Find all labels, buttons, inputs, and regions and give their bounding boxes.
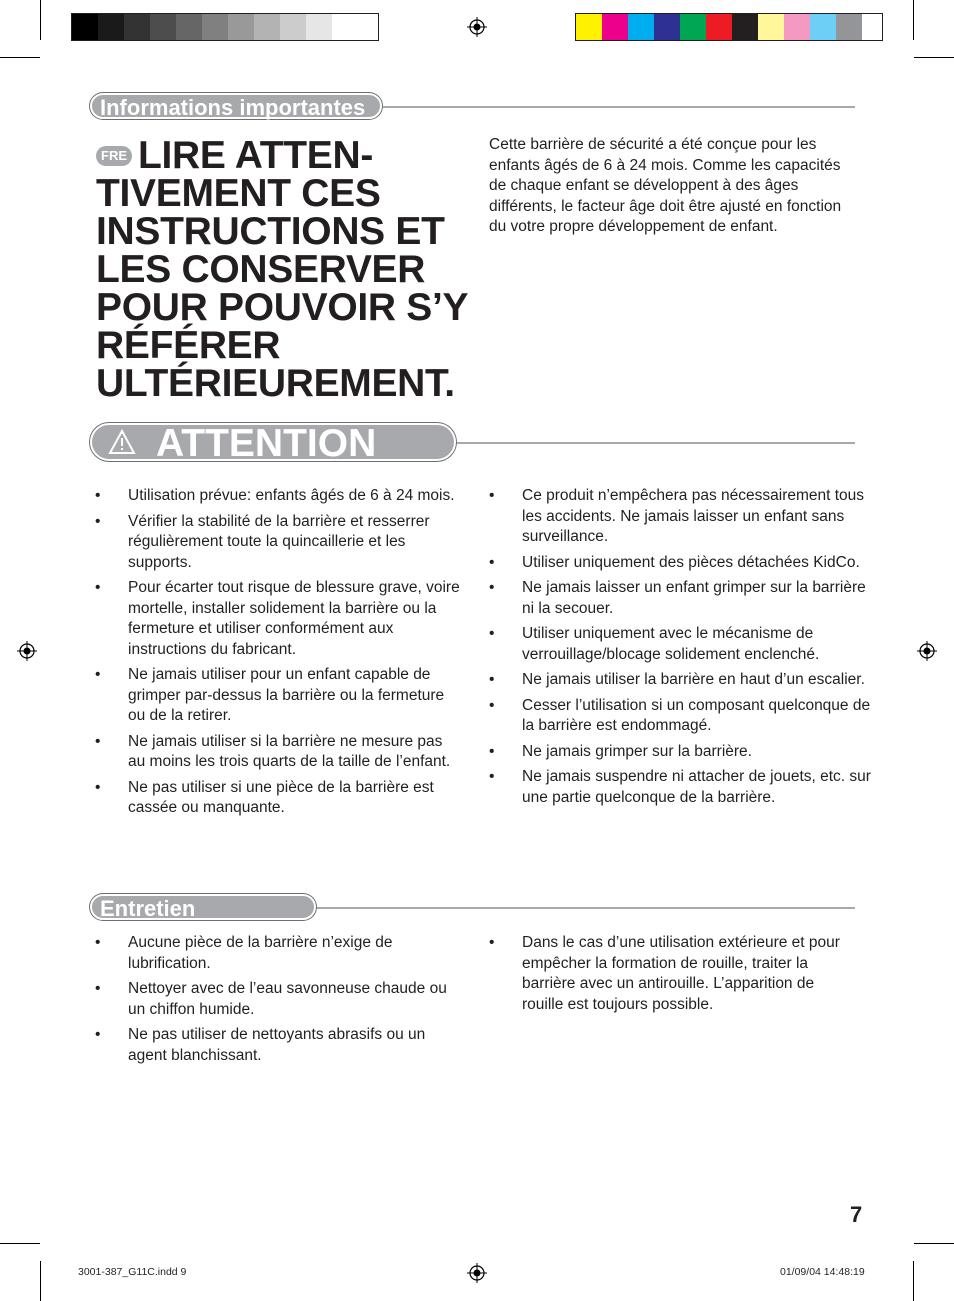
list-item [95, 578, 463, 660]
bullet-icon: • [489, 487, 495, 504]
list-item [95, 979, 463, 1020]
list-item-text: Ne jamais utiliser si la barrière ne mesure pas au moins les trois quarts de la taille de l’enfant. [128, 732, 451, 770]
color-swatch [576, 14, 602, 40]
crop-mark [40, 1261, 41, 1301]
bullet-icon: • [489, 768, 495, 785]
bullet-icon: • [95, 579, 101, 596]
list-item-text: Utiliser uniquement avec le mécanisme de verrouillage/blocage solidement enclenché. [522, 625, 820, 663]
color-swatch [332, 14, 358, 40]
list-item [95, 486, 463, 507]
page-title-text: LIRE ATTEN-TIVEMENT CES INSTRUCTIONS ET LES CONSERVER POUR POUVOIR S’Y RÉFÉRER ULTÉRIEUREMENT. [96, 134, 468, 405]
crop-mark [0, 1243, 40, 1244]
list-item-text: Ne pas utiliser si une pièce de la barrière est cassée ou manquante. [128, 778, 434, 816]
list-item-text: Ne jamais grimper sur la barrière. [522, 742, 752, 760]
language-badge: FRE [96, 146, 132, 166]
list-item [489, 553, 881, 574]
list-item [95, 732, 463, 773]
color-swatch [150, 14, 176, 40]
page-title [96, 134, 476, 405]
list-item [489, 670, 881, 691]
color-swatch [836, 14, 862, 40]
registration-mark-icon [467, 17, 487, 37]
section-header-maintenance: Entretien [90, 894, 316, 920]
warning-triangle-icon [108, 429, 136, 455]
list-item-text: Nettoyer avec de l’eau savonneuse chaude ou un chiffon humide. [128, 980, 447, 1018]
intro-paragraph: Cette barrière de sécurité a été conçue pour les enfants âgés de 6 à 24 mois. Comme les capacités de chaque enfant se développent à des âges différents, le facteur âge doit être ajusté en fonction du votre propre développement de enfant. [489, 136, 842, 235]
bullet-icon: • [95, 934, 101, 951]
color-swatch [810, 14, 836, 40]
attention-banner [90, 422, 456, 465]
registration-mark-icon [17, 641, 37, 661]
bullet-icon: • [489, 579, 495, 596]
section-rule [380, 106, 855, 108]
color-swatch [732, 14, 758, 40]
list-item-text: Ne jamais suspendre ni attacher de jouets, etc. sur une partie quelconque de la barrière. [522, 768, 871, 806]
color-swatch [254, 14, 280, 40]
list-item [95, 665, 463, 727]
maintenance-list-left [95, 933, 463, 1071]
list-item-text: Ne jamais utiliser pour un enfant capable de grimper par-dessus la barrière ou la fermeture ou de la retirer. [128, 666, 445, 724]
bullet-icon: • [95, 666, 101, 683]
list-item [95, 1025, 463, 1066]
list-item [489, 933, 859, 1015]
attention-label: ATTENTION [156, 422, 377, 465]
bullet-icon: • [489, 671, 495, 688]
crop-mark [40, 0, 41, 40]
bullet-icon: • [489, 553, 495, 571]
color-swatch [706, 14, 732, 40]
list-item [489, 742, 881, 763]
color-swatch [72, 14, 98, 40]
list-item-text: Ce produit n’empêchera pas nécessairement tous les accidents. Ne jamais laisser un enfant sans surveillance. [522, 487, 865, 545]
footer-timestamp: 01/09/04 14:48:19 [780, 1266, 865, 1278]
attention-list-right [489, 486, 881, 813]
list-item-text: Cesser l’utilisation si un composant quelconque de la barrière est endommagé. [522, 696, 871, 734]
section-rule [313, 907, 855, 909]
list-item-text: Pour écarter tout risque de blessure grave, voire mortelle, installer solidement la barrière ou la fermeture et utiliser conformément aux instructions du fabricant. [128, 579, 460, 658]
color-swatch [602, 14, 628, 40]
maintenance-list-right [489, 933, 859, 1020]
bullet-icon: • [489, 742, 495, 760]
list-item [489, 767, 881, 808]
list-item [95, 512, 463, 574]
list-item-text: Utiliser uniquement des pièces détachées KidCo. [522, 553, 860, 571]
color-swatch [124, 14, 150, 40]
bullet-icon: • [489, 696, 495, 714]
section-header-important-info: Informations importantes [90, 93, 382, 119]
color-swatch [202, 14, 228, 40]
process-color-bar [575, 13, 883, 41]
page-number: 7 [850, 1202, 863, 1227]
crop-mark [913, 1261, 914, 1301]
list-item-text: Utilisation prévue: enfants âgés de 6 à 24 mois. [128, 487, 455, 504]
registration-mark-icon [917, 641, 937, 661]
list-item-text: Ne pas utiliser de nettoyants abrasifs ou un agent blanchissant. [128, 1026, 426, 1064]
color-swatch [784, 14, 810, 40]
list-item [489, 624, 881, 665]
color-swatch [680, 14, 706, 40]
color-swatch [654, 14, 680, 40]
color-swatch [280, 14, 306, 40]
bullet-icon: • [95, 512, 101, 530]
color-swatch [98, 14, 124, 40]
crop-mark [913, 0, 914, 40]
attention-list-left [95, 486, 463, 824]
list-item [95, 933, 463, 974]
footer-file-name: 3001-387_G11C.indd 9 [78, 1266, 187, 1278]
list-item-text: Dans le cas d’une utilisation extérieure et pour empêcher la formation de rouille, traiter la barrière avec un antirouille. L’apparition de rouille est toujours possible. [522, 934, 840, 1013]
list-item [489, 578, 881, 619]
section-rule [455, 442, 855, 444]
list-item-text: Aucune pièce de la barrière n’exige de lubrification. [128, 934, 393, 972]
crop-mark [0, 57, 40, 58]
bullet-icon: • [95, 1026, 101, 1043]
list-item [489, 486, 881, 548]
bullet-icon: • [489, 625, 495, 642]
bullet-icon: • [95, 487, 101, 504]
list-item-text: Vérifier la stabilité de la barrière et resserrer régulièrement toute la quincaillerie et les supports. [128, 512, 430, 571]
list-item [489, 696, 881, 737]
bullet-icon: • [489, 934, 495, 951]
bullet-icon: • [95, 778, 101, 796]
bullet-icon: • [95, 732, 101, 750]
color-swatch [758, 14, 784, 40]
crop-mark [914, 1243, 954, 1244]
color-swatch [306, 14, 332, 40]
grayscale-color-bar [71, 13, 379, 41]
crop-mark [914, 57, 954, 58]
registration-mark-icon [467, 1263, 487, 1283]
list-item-text: Ne jamais utiliser la barrière en haut d’un escalier. [522, 671, 865, 688]
color-swatch [228, 14, 254, 40]
bullet-icon: • [95, 980, 101, 997]
list-item [95, 778, 463, 819]
list-item-text: Ne jamais laisser un enfant grimper sur la barrière ni la secouer. [522, 579, 866, 617]
color-swatch [176, 14, 202, 40]
color-swatch [628, 14, 654, 40]
